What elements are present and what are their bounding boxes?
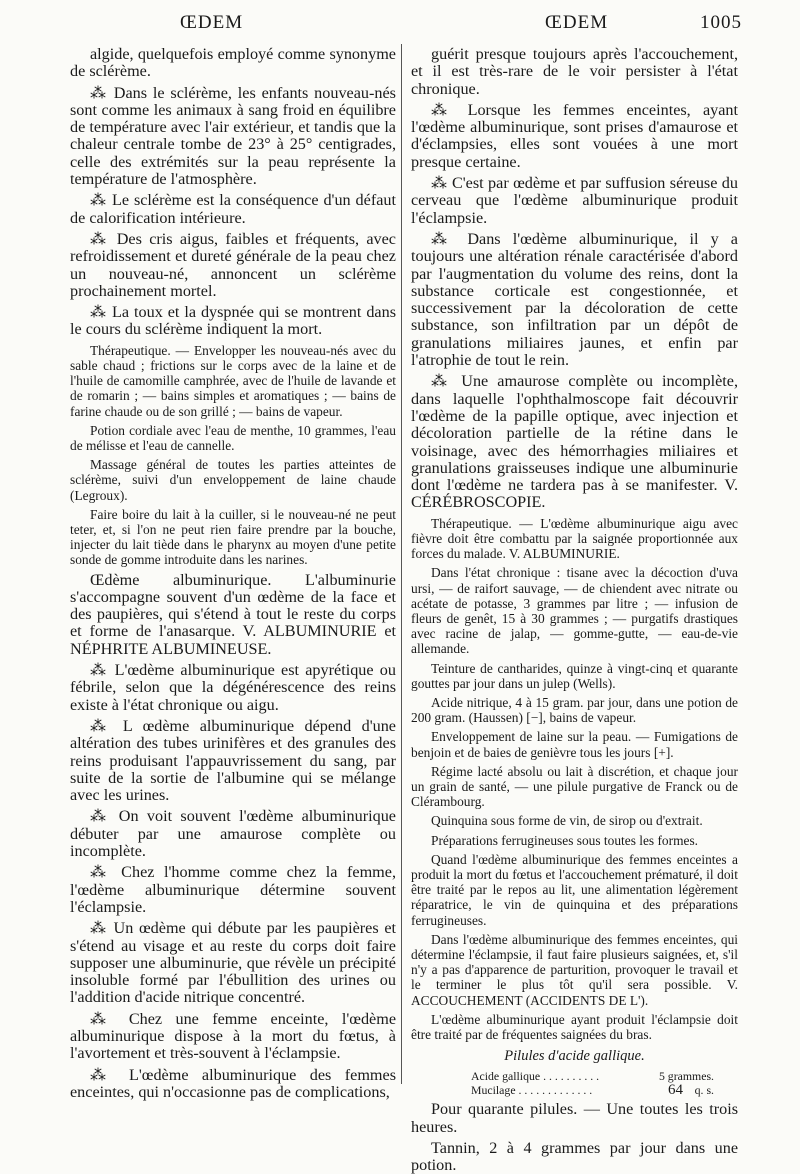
ingredient-row [411,1069,738,1083]
paragraph: Thérapeutique. — Envelopper les nouveau-nés avec du sable chaud ; frictions sur le corps avec de la laine et de l'huile de camomille camphrée, avec de l'huile de lavande et de romarin ; — bains simples et aromatiques ; — bains de farine chaude ou de son grillé ; — bains de vapeur. [70,342,396,419]
ingredient-quantity: q. s. [694,1083,714,1098]
left-column [70,46,396,1101]
ingredient-name: Mucilage . . . . . . . . . . . . . [471,1083,593,1098]
right-column [411,46,738,1174]
running-head-left: ŒDEM [180,12,244,33]
paragraph: Teinture de cantharides, quinze à vingt-cinq et quarante gouttes par jour dans un julep (Wells). [411,660,738,691]
paragraph: Quinquina sous forme de vin, de sirop ou d'extrait. [431,813,703,829]
page-number: 1005 [700,12,742,33]
paragraph: Préparations ferrugineuses sous toutes les formes. [431,832,699,848]
paragraph: ⁂ Dans le sclérème, les enfants nouveau-nés sont comme les animaux à sang froid en équilibre de température avec l'air extérieur, et tandis que la chaleur centrale tombe de 23° à 25° centigrades, celle des extrémités sur la peau représente la température de l'atmosphère. [70,83,396,189]
paragraph: Enveloppement de laine sur la peau. — Fumigations de benjoin et de baies de genièvre tous les jours [+]. [411,729,738,760]
paragraph: algide, quelquefois employé comme synonyme de sclérème. [70,45,396,81]
paragraph: ⁂ C'est par œdème et par suffusion séreuse du cerveau que l'œdème albuminurique produit l'éclampsie. [411,174,738,227]
paragraph: Faire boire du lait à la cuiller, si le nouveau-né ne peut teter, et, si l'on ne peut rien faire prendre par la bouche, injecter du lait tiède dans le pharynx au moyen d'une petite sonde de gomme introduite dans les narines. [70,506,396,568]
paragraph: ⁂ On voit souvent l'œdème albuminurique débuter par une amaurose complète ou incomplète. [70,807,396,861]
paragraph: Dans l'œdème albuminurique des femmes enceintes, qui détermine l'éclampsie, il faut faire plusieurs saignées, et, s'il n'y a pas d'apparence de parturition, provoquer le travail et le terminer le plus tôt qu'il sera possible. V. ACCOUCHEMENT (ACCIDENTS DE L'). [411,931,738,1008]
paragraph: Régime lacté absolu ou lait à discrétion, et chaque jour un grain de santé, — une pilule purgative de Franck ou de Clérambourg. [411,763,738,810]
paragraph: guérit presque toujours après l'accouchement, et il est très-rare de le voir persister à l'état chronique. [411,45,738,98]
paragraph: ⁂ Une amaurose complète ou incomplète, dans laquelle l'ophthalmoscope fait découvrir l'œdème de la papille optique, avec injection et décoloration partielle de la rétine dans le voisinage, avec des hémorrhagies miliaires et granulations graisseuses indique une albuminurie dont l'œdème ne tardera pas à se manifester. V. CÉRÉBROSCOPIE. [411,372,738,512]
paragraph: ⁂ Dans l'œdème albuminurique, il y a toujours une altération rénale caractérisée d'abord par l'augmentation du volume des reins, dont la substance corticale est congestionnée, et successivement par la décoloration de cette substance, son infiltration par un dépôt de granulations miliaires jaunes, et enfin par l'atrophie de tout le rein. [411,229,738,370]
signature-mark: 64 [668,1082,683,1098]
paragraph: Potion cordiale avec l'eau de menthe, 10 grammes, l'eau de mélisse et l'eau de cannelle. [70,422,396,453]
paragraph: ⁂ Des cris aigus, faibles et fréquents, avec refroidissement et dureté générale de la peau chez un nouveau-né, annoncent un sclérème prochainement mortel. [70,229,396,300]
paragraph: ⁂ Lorsque les femmes enceintes, ayant l'œdème albuminurique, sont prises d'amaurose et d'éclampsies, elles sont vouées à une mort presque certaine. [411,100,738,171]
recipe-ingredients [411,1069,738,1097]
paragraph: ⁂ Chez une femme enceinte, l'œdème albuminurique dispose à la mort du fœtus, à l'avortement et très-souvent à l'éclampsie. [70,1009,396,1063]
paragraph: Pour quarante pilules. — Une toutes les trois heures. [411,1100,738,1136]
paragraph: Tannin, 2 à 4 grammes par jour dans une potion. [411,1138,738,1174]
ingredient-row [411,1083,738,1097]
paragraph: ⁂ Un œdème qui débute par les paupières et s'étend au visage et au reste du corps doit faire supposer une albuminurie, que révèle un précipité insoluble formé par l'ébullition des urines ou l'addition d'acide nitrique concentré. [70,919,396,1007]
running-head-right: ŒDEM [545,12,609,33]
paragraph: ⁂ La toux et la dyspnée qui se montrent dans le cours du sclérème indiquent la mort. [70,303,396,339]
column-rule [401,44,402,1084]
ingredient-name: Acide gallique . . . . . . . . . . [471,1069,600,1084]
paragraph: Acide nitrique, 4 à 15 gram. par jour, dans une potion de 200 gram. (Haussen) [−], bains de vapeur. [411,694,738,726]
paragraph: Thérapeutique. — L'œdème albuminurique aigu avec fièvre doit être combattu par la saignée proportionnée aux forces du malade. V. ALBUMINURIE. [411,515,738,562]
paragraph: Dans l'état chronique : tisane avec la décoction d'uva ursi, — de raifort sauvage, — de chiendent avec nitrate ou acétate de potasse, 3 grammes par litre ; — infusion de fleurs de genêt, 15 à 30 grammes ; — purgatifs drastiques avec racine de jalap, — gomme-gutte, — eau-de-vie allemande. [411,565,738,657]
paragraph: Œdème albuminurique. L'albuminurie s'accompagne souvent d'un œdème de la face et des paupières, qui s'étend à tout le reste du corps et forme de l'anasarque. V. ALBUMINURIE et NÉPHRITE ALBUMINEUSE. [70,570,396,658]
paragraph: L'œdème albuminurique ayant produit l'éclampsie doit être traité par de fréquentes saignées du bras. [411,1011,738,1043]
paragraph: ⁂ Le sclérème est la conséquence d'un défaut de calorification intérieure. [70,191,396,227]
paragraph: ⁂ Chez l'homme comme chez la femme, l'œdème albuminurique détermine souvent l'éclampsie. [70,863,396,916]
paragraph: ⁂ L'œdème albuminurique est apyrétique ou fébrile, selon que la dégénérescence des reins existe à l'état chronique ou aigu. [70,661,396,714]
paragraph: Massage général de toutes les parties atteintes de sclérème, suivi d'un enveloppement de laine chaude (Legroux). [70,457,396,503]
paragraph: ⁂ L'œdème albuminurique des femmes enceintes, qui n'occasionne pas de complications, [70,1065,396,1101]
paragraph: ⁂ L œdème albuminurique dépend d'une altération des tubes urinifères et des granules des reins produisant l'appauvrissement du sang, par suite de la sortie de l'albumine qui se mélange avec les urines. [70,716,396,805]
paragraph: Quand l'œdème albuminurique des femmes enceintes a produit la mort du fœtus et l'accouchement prématuré, il doit être traité par le repos au lit, une alimentation légèrement réparatrice, le vin de quinquina et des préparations ferrugineuses. [411,851,738,928]
ingredient-quantity: 5 grammes. [658,1069,714,1084]
recipe-title: Pilules d'acide gallique. [504,1048,645,1065]
